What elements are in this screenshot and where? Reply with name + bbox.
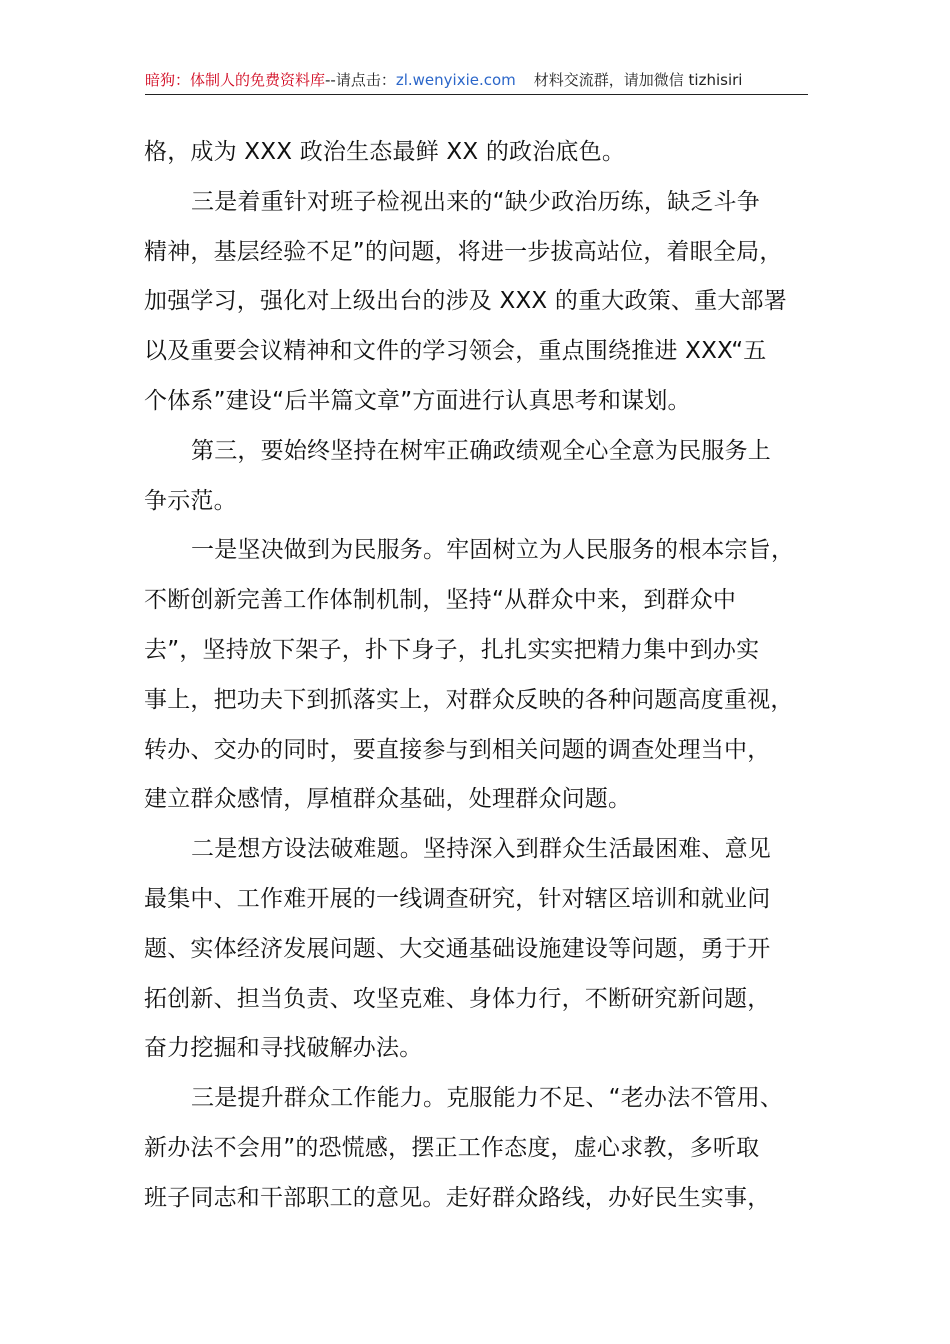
text-line: 三是提升群众工作能力。克服能力不足、“老办法不管用、 (191, 1085, 784, 1112)
text-line: 第三，要始终坚持在树牢正确政绩观全心全意为民服务上 (191, 437, 771, 464)
text-line: 格，成为 XXX 政治生态最鲜 XX 的政治底色。 (144, 139, 626, 165)
document-body (144, 128, 824, 1224)
text-line: 以及重要会议精神和文件的学习领会，重点围绕推进 XXX“五 (144, 338, 767, 365)
text-line: 不断创新完善工作体制机制，坚持“从群众中来，到群众中 (144, 587, 737, 614)
text-line: 最集中、工作难开展的一线调查研究，针对辖区培训和就业问 (144, 885, 771, 912)
text-line: 个体系”建设“后半篇文章”方面进行认真思考和谋划。 (144, 387, 691, 414)
text-line: 事上，把功夫下到抓落实上，对群众反映的各种问题高度重视， (144, 686, 794, 713)
text-line: 去”，坚持放下架子，扑下身子，扎扎实实把精力集中到办实 (144, 636, 760, 663)
text-line: 争示范。 (144, 487, 237, 514)
text-line: 精神，基层经验不足”的问题，将进一步拔高站位，着眼全局， (144, 238, 783, 265)
text-line: 加强学习，强化对上级出台的涉及 XXX 的重大政策、重大部署 (144, 288, 787, 315)
text-line: 拓创新、担当负责、攻坚克难、身体力行，不断研究新问题， (144, 985, 771, 1012)
text-line: 题、实体经济发展问题、大交通基础设施建设等问题，勇于开 (144, 935, 771, 962)
header-link[interactable]: zl.wenyixie.com (395, 71, 516, 89)
text-line: 转办、交办的同时，要直接参与到相关问题的调查处理当中， (144, 736, 771, 763)
text-line: 奋力挖掘和寻找破解办法。 (144, 1035, 423, 1062)
text-line: 二是想方设法破难题。坚持深入到群众生活最困难、意见 (191, 836, 771, 863)
text-line: 三是着重针对班子检视出来的“缺少政治历练，缺乏斗争 (191, 188, 760, 215)
header-link-prefix: --请点击： (325, 71, 396, 89)
text-line: 建立群众感情，厚植群众基础，处理群众问题。 (144, 786, 632, 813)
header-brand: 暗狗：体制人的免费资料库 (145, 71, 326, 89)
header-wechat-note: 材料交流群，请加微信 tizhisiri (533, 71, 743, 89)
text-line: 新办法不会用”的恐慌感，摆正工作态度，虚心求教，多听取 (144, 1134, 760, 1161)
page-header (145, 68, 808, 95)
text-line: 班子同志和干部职工的意见。走好群众路线，办好民生实事， (144, 1184, 771, 1211)
text-line: 一是坚决做到为民服务。牢固树立为人民服务的根本宗旨， (191, 537, 795, 564)
